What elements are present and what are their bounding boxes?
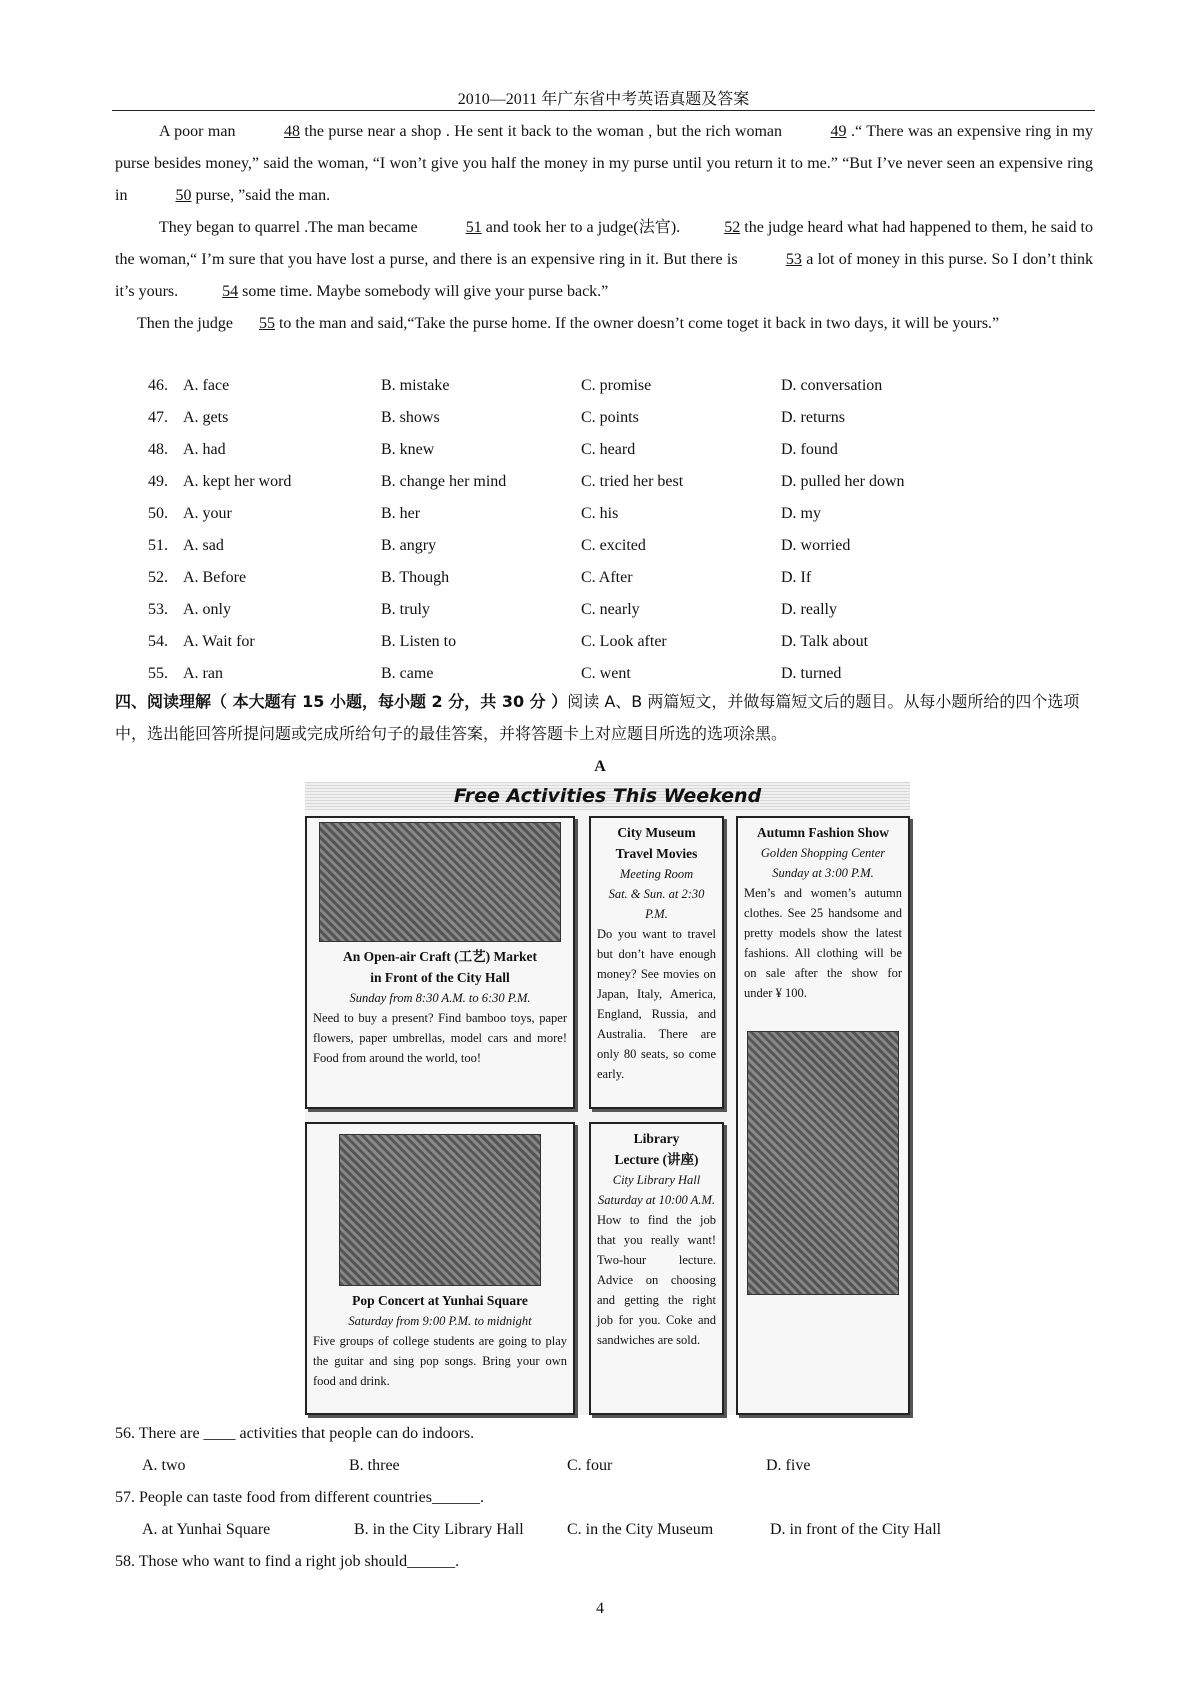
option-b: B. mistake [381,377,450,394]
blank-48: 48 [283,123,300,140]
option-d: D. If [781,569,812,586]
blank-55: 55 [258,315,275,332]
option-d: D. conversation [781,377,883,394]
option-d: D. pulled her down [781,473,905,490]
q57-option-a: A. at Yunhai Square [142,1521,271,1538]
option-row [148,466,1048,498]
option-row [148,434,1048,466]
concert-time: Saturday from 9:00 P.M. to midnight [348,1314,532,1328]
craft-title-2: in Front of the City Hall [370,970,510,985]
option-row [148,530,1048,562]
blank-52: 52 [724,219,741,236]
page-header: 2010—2011 年广东省中考英语真题及答案 [457,91,750,108]
option-row [148,562,1048,594]
option-c: C. After [581,569,633,586]
option-d: D. returns [781,409,845,426]
option-b: B. Listen to [381,633,457,650]
cloze-paragraph-3 [115,308,1093,340]
option-row [148,498,1048,530]
concert-photo [339,1134,541,1286]
museum-title-1: City Museum [617,825,696,840]
craft-body: Need to buy a present? Find bamboo toys, paper flowers, paper umbrellas, model cars and more! Food from around the world, too! [313,1011,567,1065]
option-d: D. found [781,441,838,458]
q57-option-b: B. in the City Library Hall [354,1521,524,1538]
option-row [148,594,1048,626]
text: .“ There was an expensive ring in my purse besides money,” said the woman, “I won’t give you half the money in my purse until you return it to me.” “But I’ve never seen an expensive ring in [115,123,1093,204]
text: purse, ”said the man. [191,187,331,204]
library-title-2: Lecture (讲座) [614,1152,699,1167]
text: the judge heard what had happened to them, he said to the woman,“ I’m sure that you have lost a purse, and there is an expensive ring in it. But there is [115,219,1094,268]
fashion-place: Golden Shopping Center [760,846,886,860]
q56-option-a: A. two [142,1457,186,1474]
text: some time. Maybe somebody will give your purse back.” [238,283,609,300]
option-b: B. truly [381,601,430,618]
option-d: D. turned [781,665,842,682]
option-c: C. promise [581,377,652,394]
question-56: 56. There are ____ activities that people can do indoors. [115,1425,475,1442]
option-b: B. knew [381,441,435,458]
q57-option-c: C. in the City Museum [567,1521,714,1538]
option-a: A. only [183,601,231,618]
option-b: B. shows [381,409,440,426]
header-rule [112,110,1095,111]
market-photo [319,822,561,942]
section-4-instructions [115,686,1095,750]
library-body: How to find the job that you really want! Two-hour lecture. Advice on choosing and getting the right job for you. Coke and sandwiches are sold. [597,1213,716,1347]
option-c: C. nearly [581,601,640,618]
option-number: 50. [148,505,168,522]
option-a: A. kept her word [183,473,292,490]
question-57: 57. People can taste food from different countries______. [115,1489,484,1506]
option-d: D. Talk about [781,633,869,650]
option-a: A. sad [183,537,224,554]
option-number: 52. [148,569,168,586]
craft-title-1: An Open-air Craft (工艺) Market [343,949,537,964]
option-d: D. worried [781,537,851,554]
library-title-1: Library [633,1131,680,1146]
option-c: C. excited [581,537,646,554]
pop-concert-box [305,1122,575,1415]
option-a: A. face [183,377,230,394]
option-a: A. gets [183,409,229,426]
blank-53: 53 [785,251,802,268]
museum-place: Meeting Room [619,867,694,881]
text: They began to quarrel .The man became [159,219,422,236]
text: A poor man [159,123,240,140]
fashion-time: Sunday at 3:00 P.M. [772,866,874,880]
option-b: B. Though [381,569,450,586]
option-number: 53. [148,601,168,618]
museum-body: Do you want to travel but don’t have enough money? See movies on Japan, Italy, America, England, Russia, and Australia. There are only 80 seats, so come early. [597,927,716,1081]
option-b: B. came [381,665,434,682]
library-place: City Library Hall [612,1173,701,1187]
option-b: B. her [381,505,421,522]
option-a: A. Wait for [183,633,255,650]
option-c: C. his [581,505,619,522]
text: the purse near a shop . He sent it back to the woman , but the rich woman [299,123,787,140]
craft-time: Sunday from 8:30 A.M. to 6:30 P.M. [349,991,531,1005]
city-museum-box [589,816,724,1109]
concert-body: Five groups of college students are going to play the guitar and sing pop songs. Bring your own food and drink. [313,1334,567,1388]
museum-time: Sat. & Sun. at 2:30 P.M. [608,887,705,921]
library-time: Saturday at 10:00 A.M. [597,1193,715,1207]
blank-49: 49 [830,123,847,140]
text: and took her to a judge(法官). [481,219,681,236]
fashion-body: Men’s and women’s autumn clothes. See 25 handsome and pretty models show the latest fashions. All clothing will be on sale after the show for under ¥ 100. [744,886,902,1000]
option-number: 48. [148,441,168,458]
option-b: B. angry [381,537,437,554]
option-number: 47. [148,409,168,426]
blank-51: 51 [465,219,482,236]
option-b: B. change her mind [381,473,507,490]
activities-ad [305,782,910,1415]
option-c: C. Look after [581,633,667,650]
ad-banner: Free Activities This Weekend [305,782,910,810]
museum-title-2: Travel Movies [615,846,698,861]
cloze-paragraph-2 [115,212,1093,308]
page-number: 4 [596,1600,604,1617]
cloze-paragraph-1 [115,116,1093,212]
q56-option-c: C. four [567,1457,613,1474]
option-c: C. went [581,665,631,682]
option-row [148,402,1048,434]
option-d: D. really [781,601,837,618]
q56-option-d: D. five [766,1457,811,1474]
option-number: 54. [148,633,168,650]
option-c: C. heard [581,441,636,458]
option-a: A. had [183,441,226,458]
text: to the man and said,“Take the purse home. If the owner doesn’t come toget it back in two days, it will be yours.” [274,315,1000,332]
option-number: 51. [148,537,168,554]
passage-label: A [594,758,606,775]
option-a: A. ran [183,665,223,682]
option-a: A. your [183,505,232,522]
library-lecture-box [589,1122,724,1415]
q56-option-b: B. three [349,1457,400,1474]
option-c: C. points [581,409,639,426]
option-c: C. tried her best [581,473,684,490]
concert-title: Pop Concert at Yunhai Square [352,1293,528,1308]
text: a lot of money in this purse. So I don’t think it’s yours. [115,251,1094,300]
option-a: A. Before [183,569,247,586]
fashion-show-box [736,816,910,1415]
text: Then the judge [137,315,237,332]
option-number: 46. [148,377,168,394]
options-list [148,370,1048,690]
blank-54: 54 [222,283,239,300]
fashion-photo [747,1031,899,1295]
section-4-heading: 四、阅读理解（ 本大题有 15 小题，每小题 2 分，共 30 分 ） [115,692,568,711]
fashion-title: Autumn Fashion Show [756,825,890,840]
blank-50: 50 [175,187,192,204]
q57-option-d: D. in front of the City Hall [770,1521,942,1538]
option-d: D. my [781,505,821,522]
option-row [148,626,1048,658]
option-number: 49. [148,473,168,490]
option-row [148,370,1048,402]
question-58: 58. Those who want to find a right job should______. [115,1553,460,1570]
section-4-text: 阅读 A、B 两篇短文，并做每篇短文后的题目。从每小题所给的四个选项中，选出能回答所提问题或完成所给句子的最佳答案，并将答题卡上对应题目所选的选项涂黑。 [115,692,1080,743]
option-number: 55. [148,665,168,682]
craft-market-box [305,816,575,1109]
